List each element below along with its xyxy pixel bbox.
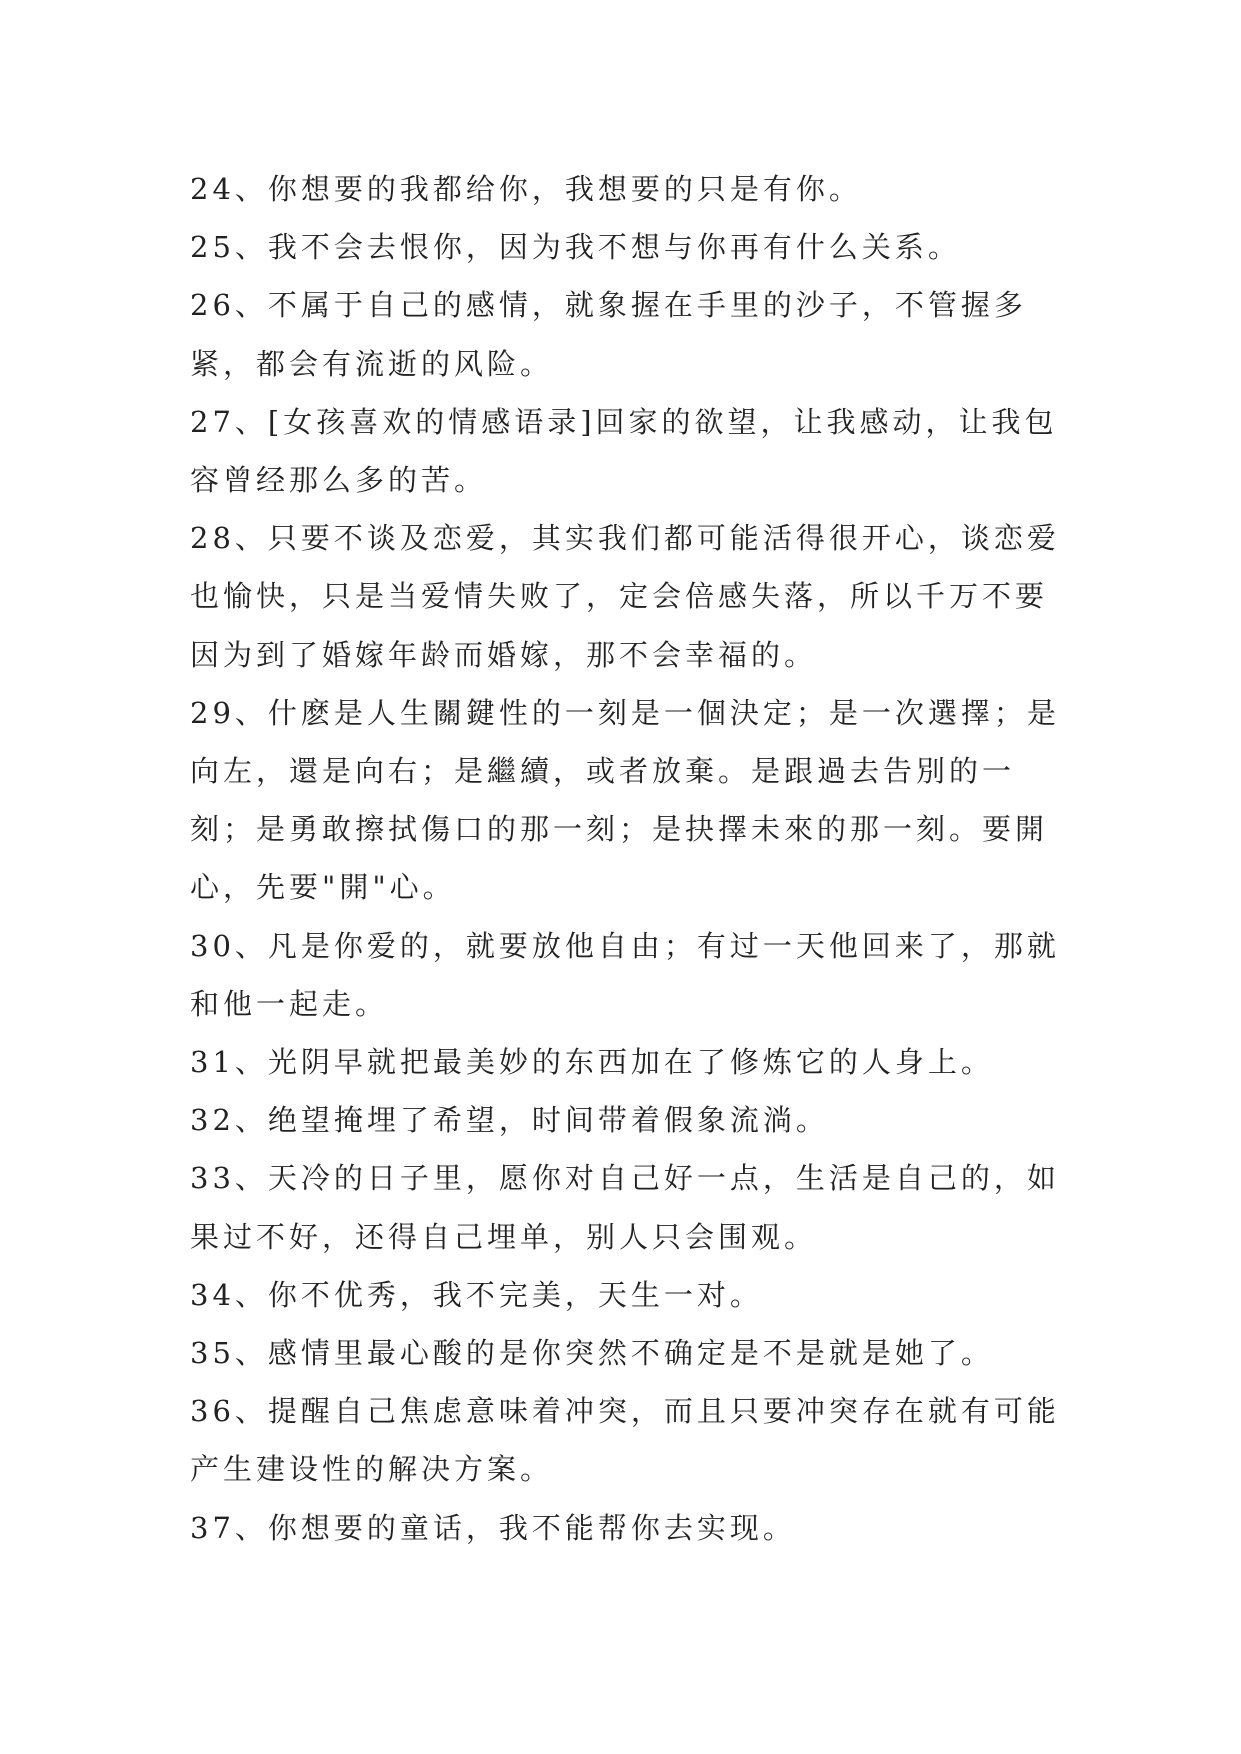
quote-entry: 26、不属于自己的感情，就象握在手里的沙子，不管握多紧，都会有流逝的风险。 xyxy=(190,288,1027,381)
quote-entry: 37、你想要的童话，我不能帮你去实现。 xyxy=(190,1510,796,1545)
quote-entry: 25、我不会去恨你，因为我不想与你再有什么关系。 xyxy=(190,230,961,265)
quote-entry: 27、[女孩喜欢的情感语录]回家的欲望，让我感动，让我包容曾经那么多的苦。 xyxy=(190,404,1058,498)
quote-entry: 30、凡是你爱的，就要放他自由；有过一天他回来了，那就和他一起走。 xyxy=(190,928,1060,1021)
quote-entry: 31、光阴早就把最美妙的东西加在了修炼它的人身上。 xyxy=(190,1045,994,1080)
quote-entry: 24、你想要的我都给你，我想要的只是有你。 xyxy=(190,172,862,206)
quote-entry: 33、天冷的日子里，愿你对自己好一点，生活是自己的，如果过不好，还得自己埋单，别人只会围观。 xyxy=(190,1161,1060,1254)
quote-entry: 34、你不优秀，我不完美，天生一对。 xyxy=(190,1277,763,1312)
document-body xyxy=(190,160,1060,1557)
quote-entry: 28、只要不谈及恋爱，其实我们都可能活得很开心，谈恋爱也愉快，只是当爱情失败了，定会倍感失落，所以千万不要因为到了婚嫁年龄而婚嫁，那不会幸福的。 xyxy=(190,521,1060,672)
quote-entry: 36、提醒自己焦虑意味着冲突，而且只要冲突存在就有可能产生建设性的解决方案。 xyxy=(190,1394,1060,1487)
quote-entry: 35、感情里最心酸的是你突然不确定是不是就是她了。 xyxy=(190,1336,994,1371)
quote-entry: 32、绝望掩埋了希望，时间带着假象流淌。 xyxy=(190,1103,829,1138)
quote-entry: 29、什麽是人生關鍵性的一刻是一個決定；是一次選擇；是向左，還是向右；是繼續，或者放棄。是跟過去告別的一刻；是勇敢擦拭傷口的那一刻；是抉擇未來的那一刻。要開心，先要"開"心。 xyxy=(190,695,1060,905)
